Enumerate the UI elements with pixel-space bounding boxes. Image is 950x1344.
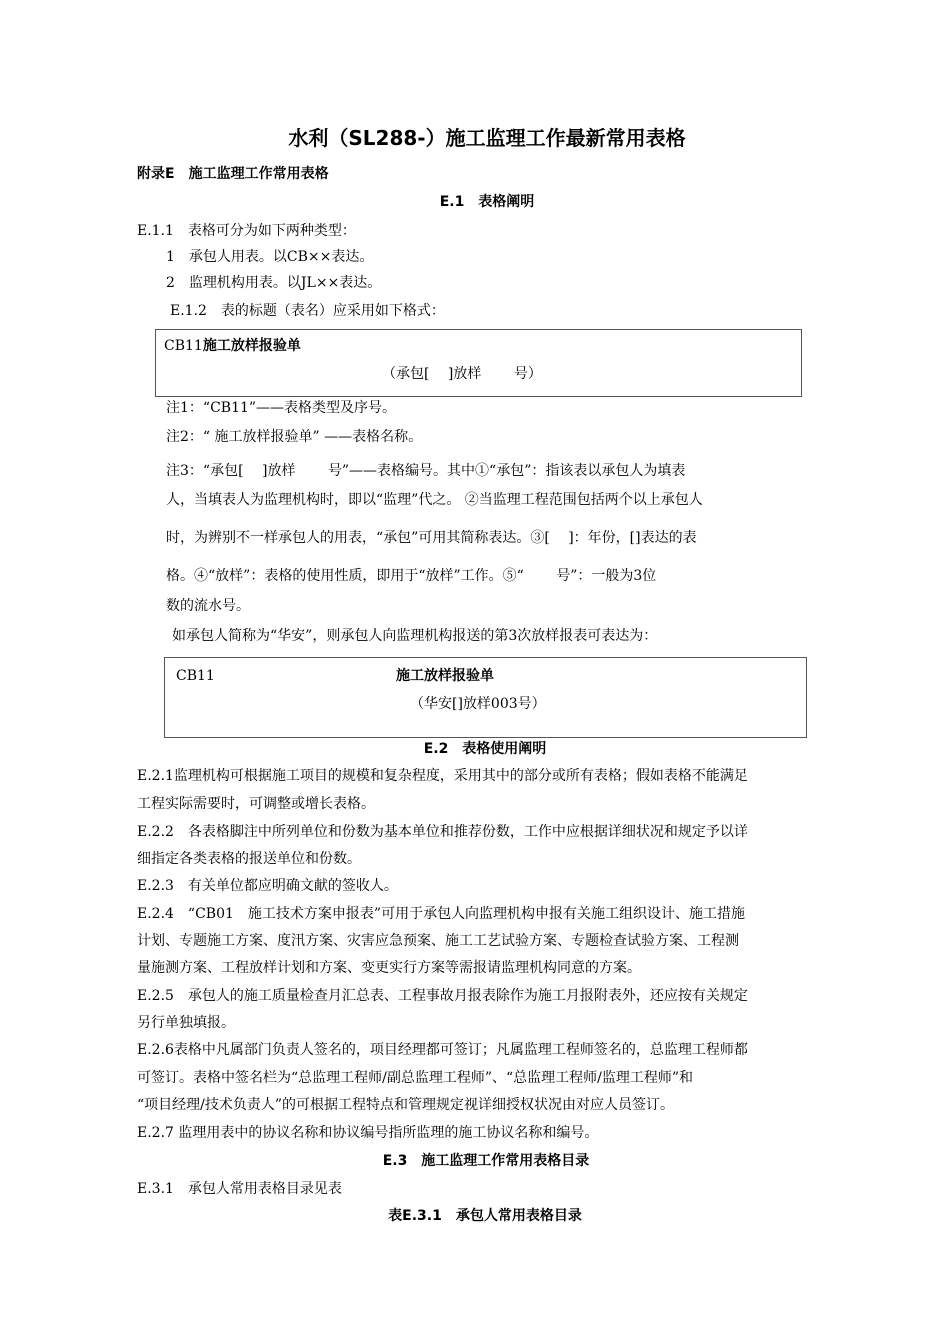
section-heading-e1: E.1 表格阐明	[439, 194, 535, 210]
form-code: CB11	[164, 338, 203, 354]
note-3-line: 注3：“承包[ ]放样 号”——表格编号。其中①“承包”：指该表以承包人为填表	[166, 463, 686, 479]
paragraph-line: E.1.2 表的标题（表名）应采用如下格式：	[170, 303, 445, 319]
paragraph-line: E.3.1 承包人常用表格目录见表	[137, 1181, 342, 1197]
paragraph-line: E.1.1 表格可分为如下两种类型：	[137, 223, 356, 239]
form-code: CB11	[176, 668, 215, 684]
appendix-heading: 附录E 施工监理工作常用表格	[137, 166, 329, 182]
paragraph-line: E.2.2 各表格脚注中所列单位和份数为基本单位和推荐份数，工作中应根据详细状况和规定予以详	[137, 824, 748, 840]
example-box-huaan	[164, 657, 807, 738]
paragraph-line: 另行单独填报。	[137, 1015, 235, 1031]
note-2: 注2：“ 施工放样报验单” ——表格名称。	[166, 429, 423, 445]
paragraph-line: E.2.6表格中凡属部门负责人签名的，项目经理都可签订；凡属监理工程师签名的，总监理工程师都	[137, 1042, 748, 1058]
format-example-box	[155, 329, 802, 397]
paragraph-line: 量施测方案、工程放样计划和方案、变更实行方案等需报请监理机构同意的方案。	[137, 960, 641, 976]
paragraph-line: E.2.7 监理用表中的协议名称和协议编号指所监理的施工协议名称和编号。	[137, 1125, 599, 1141]
table-caption: 表E.3.1 承包人常用表格目录	[388, 1208, 582, 1224]
note-1: 注1：“CB11”——表格类型及序号。	[166, 400, 397, 416]
note-3-line: 时，为辨别不一样承包人的用表，“承包”可用其简称表达。③[ ]：年份，[]表达的表	[166, 530, 697, 546]
form-number: （华安[]放样003号）	[410, 696, 546, 712]
paragraph-line: 计划、专题施工方案、度汛方案、灾害应急预案、施工工艺试验方案、专题检查试验方案、工程测	[137, 933, 739, 949]
paragraph-line: 可签订。表格中签名栏为“总监理工程师/副总监理工程师”、“总监理工程师/监理工程师”和	[137, 1070, 694, 1086]
paragraph-line: E.2.4 “CB01 施工技术方案申报表”可用于承包人向监理机构申报有关施工组织设计、施工措施	[137, 906, 746, 922]
form-name: 施工放样报验单	[396, 668, 494, 684]
note-3-line: 人，当填表人为监理机构时，即以“监理”代之。 ②当监理工程范围包括两个以上承包人	[166, 492, 703, 508]
paragraph-line: E.2.5 承包人的施工质量检查月汇总表、工程事故月报表除作为施工月报附表外，还应按有关规定	[137, 988, 748, 1004]
paragraph-line: 工程实际需要时，可调整或增长表格。	[137, 796, 375, 812]
paragraph-line: 细指定各类表格的报送单位和份数。	[137, 851, 361, 867]
paragraph-line: 2 监理机构用表。以JL××表达。	[166, 275, 382, 291]
paragraph-line: “项目经理/技术负责人”的可根据工程特点和管理规定视详细授权状况由对应人员签订。	[137, 1097, 675, 1113]
paragraph-line: E.2.3 有关单位都应明确文献的签收人。	[137, 878, 398, 894]
section-heading-e2: E.2 表格使用阐明	[423, 741, 547, 757]
page-title: 水利（SL288-）施工监理工作最新常用表格	[288, 126, 686, 150]
paragraph-line: 1 承包人用表。以CB××表达。	[166, 249, 374, 265]
form-number: （承包[ ]放样 号）	[382, 366, 542, 382]
section-heading-e3: E.3 施工监理工作常用表格目录	[382, 1153, 590, 1169]
form-name: 施工放样报验单	[202, 338, 301, 354]
note-3-line: 格。④“放样”：表格的使用性质，即用于“放样”工作。⑤“ 号”：一般为3位	[166, 568, 657, 584]
note-3-line: 数的流水号。	[166, 598, 250, 614]
example-intro: 如承包人简称为“华安”，则承包人向监理机构报送的第3次放样报表可表达为：	[172, 628, 658, 644]
paragraph-line: E.2.1监理机构可根据施工项目的规模和复杂程度，采用其中的部分或所有表格；假如表格不能满足	[137, 768, 748, 784]
